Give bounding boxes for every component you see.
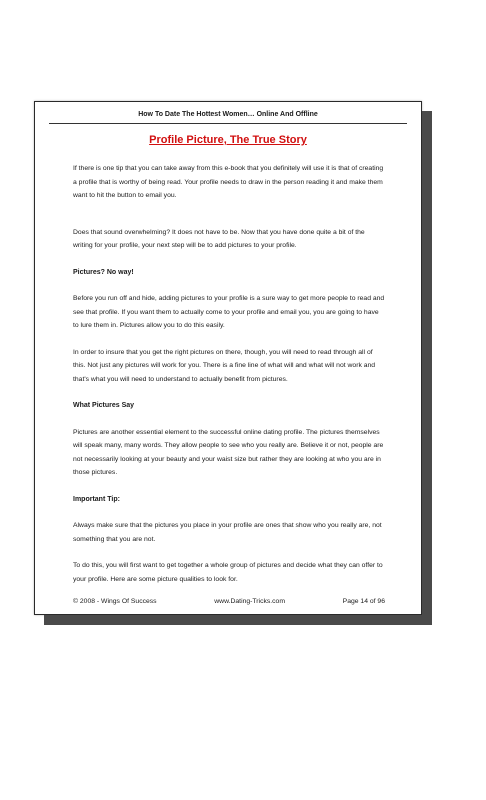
paragraph: In order to insure that you get the right pictures on there, though, you will need to read through all of this. Not just any pictures will work for you. There is a fine line of what will and what will not work and that's what you will need to understand to actually benefit from pictures.: [73, 348, 376, 383]
document-page: [34, 101, 422, 615]
footer-copyright: © 2008 - Wings Of Success: [73, 598, 157, 605]
paragraph: If there is one tip that you can take away from this e-book that you definitely will use it is that of creating a profile that is worthy of being read. Your profile needs to draw in the person reading it and make them want to hit the button to email you.: [73, 165, 384, 199]
section-heading: Important Tip:: [73, 495, 120, 503]
section-heading: Pictures? No way!: [73, 268, 134, 276]
paragraph: Does that sound overwhelming? It does not have to be. Now that you have done quite a bit of the writing for your profile, your next step will be to add pictures to your profile.: [73, 228, 365, 249]
paragraph: To do this, you will first want to get together a whole group of pictures and decide what they can offer to your profile. Here are some picture qualities to look for.: [73, 562, 383, 583]
section-heading: What Pictures Say: [73, 402, 135, 409]
paragraph: Before you run off and hide, adding pictures to your profile is a sure way to get more people to read and see that profile. If you want them to actually come to your profile and email you, you are going to have to lure them in. Pictures allow you to do this easily.: [73, 295, 385, 329]
page-title: Profile Picture, The True Story: [149, 134, 307, 146]
page-footer: [73, 598, 385, 605]
paragraph: Always make sure that the pictures you place in your profile are ones that show who you really are, not something that you are not.: [73, 522, 382, 543]
footer-page-number: Page 14 of 96: [342, 598, 385, 605]
paragraph: Pictures are another essential element to the successful online dating profile. The pictures themselves will speak many, many words. They allow people to see who you really are. Believe it or not, people are not necessarily looking at your beauty and your waist size but rather they are looking at who you are in those pictures.: [73, 428, 384, 476]
running-header: How To Date The Hottest Women… Online And Offline: [49, 111, 407, 124]
footer-website: www.Dating-Tricks.com: [214, 598, 285, 605]
page-body: [73, 162, 385, 599]
